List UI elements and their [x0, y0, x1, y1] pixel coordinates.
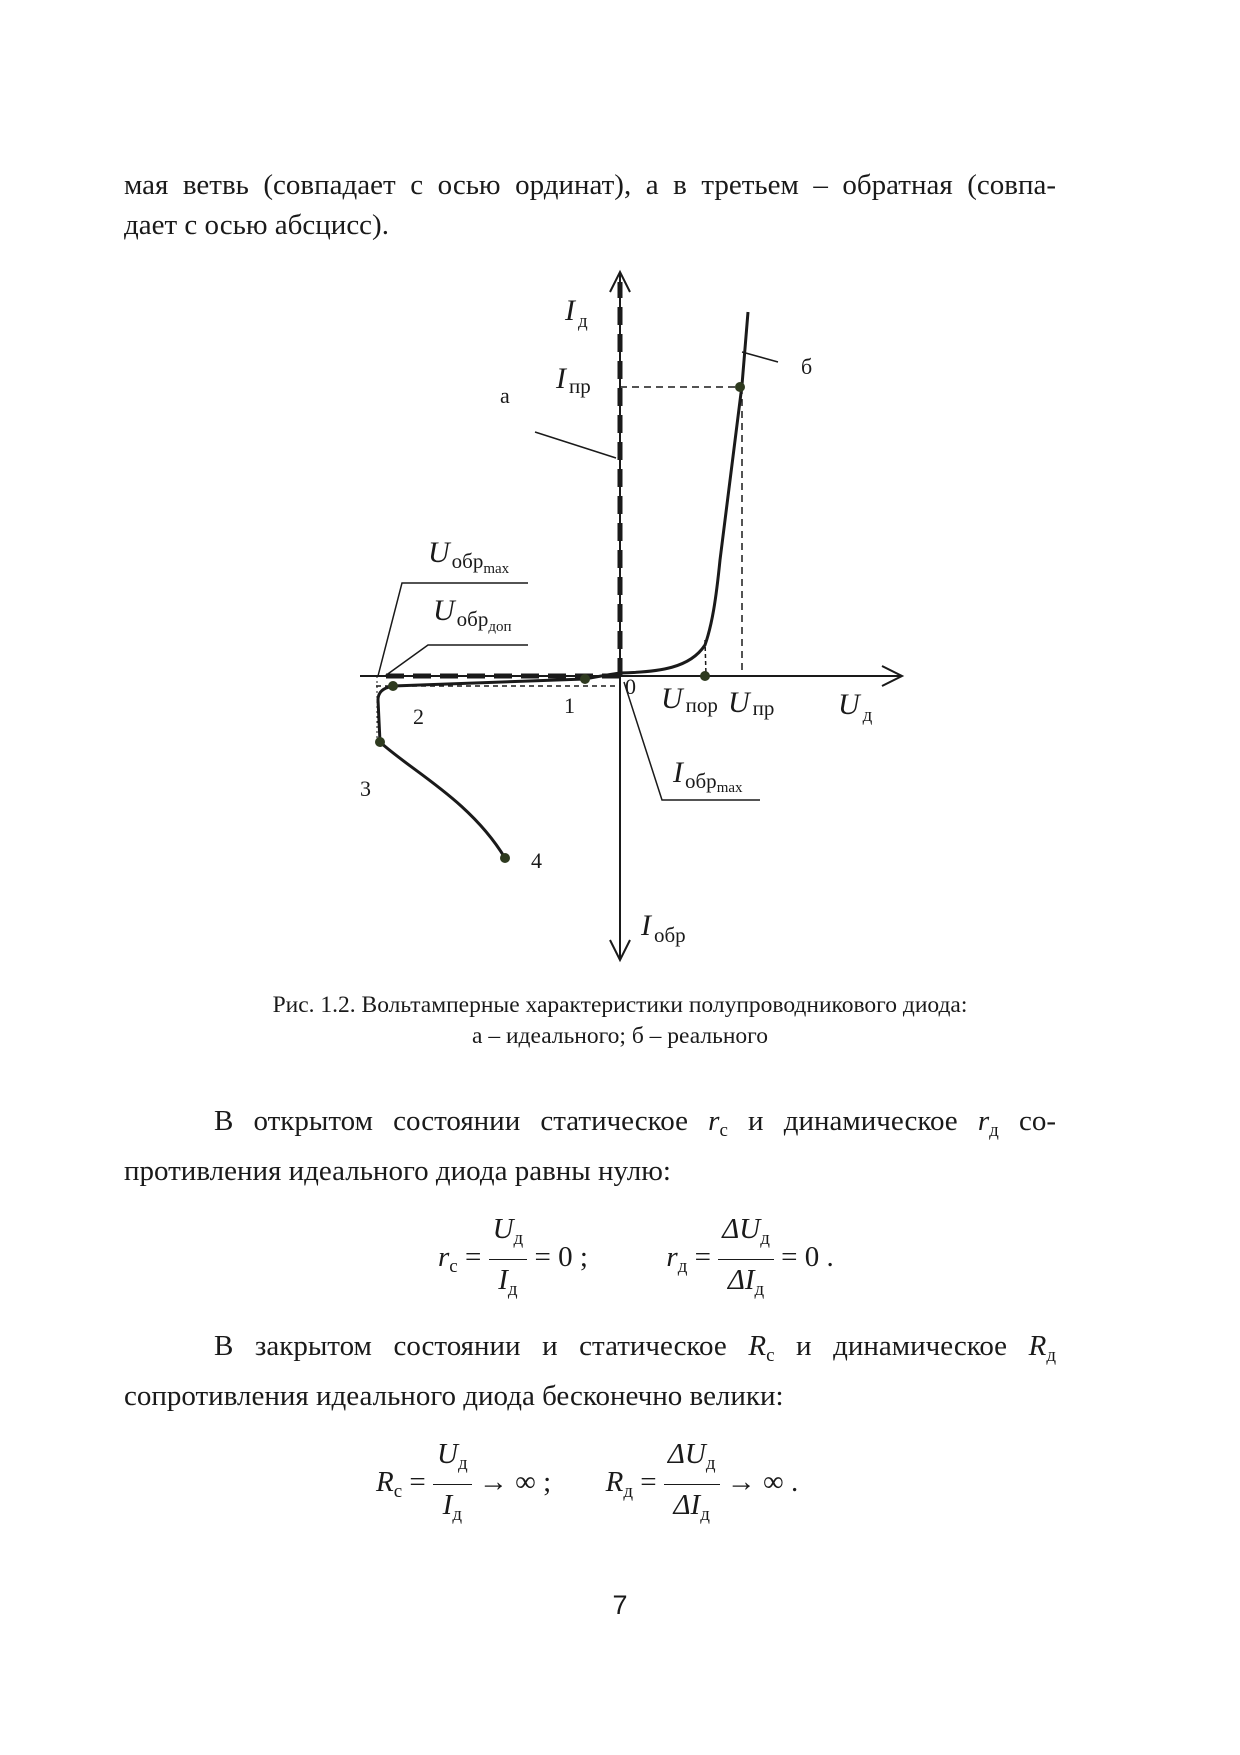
uobr-max-label: $U_{обр}\max$ — [428, 536, 510, 577]
closed-state-paragraph — [124, 1326, 1056, 1416]
fraction-Rc: $\frac{U_д}{I_д}$ — [433, 1436, 472, 1533]
point-3 — [375, 737, 385, 747]
closed-state-line-1: В закрытом состоянии и статическое $R_c$ и динамическое $R_д$ — [214, 1330, 1057, 1366]
iobr-max-label: $I_{обр}\max$ — [673, 756, 743, 796]
iobr-label: I $_{обр}$ — [641, 909, 686, 947]
point-upr — [700, 671, 710, 681]
caption-line-1: Рис. 1.2. Вольтамперные характеристики полупроводникового диода: — [272, 992, 968, 1018]
point-4 — [500, 853, 510, 863]
ipr-label: I пр — [556, 362, 591, 398]
intro-line-2: дает с осью абсцисс). — [124, 209, 389, 241]
page-number: 7 — [612, 1590, 628, 1620]
closed-state-line-2: сопротивления идеального диода бесконечно велики: — [124, 1380, 784, 1412]
curve-b-label: б — [801, 354, 813, 379]
point-ipr — [735, 382, 745, 392]
open-state-line-1: В открытом состоянии статическое $r_c$ и динамическое $r_д$ со- — [214, 1105, 1056, 1141]
uobr-dop-label: $U_{обр}доп$ — [433, 594, 512, 635]
point-1-label: 1 — [564, 693, 575, 718]
leader-uobr-dop — [385, 645, 528, 676]
point-3-label: 3 — [360, 776, 371, 801]
fraction-Rd: $\frac{\Delta U_д}{\Delta I_д}$ — [664, 1436, 720, 1533]
point-4-label: 4 — [531, 848, 542, 873]
leader-a — [535, 432, 616, 458]
caption-line-2: а – идеального; б – реального — [472, 1023, 768, 1049]
real-curve-reverse — [378, 673, 620, 858]
curve-a-label: а — [500, 383, 510, 408]
open-state-paragraph — [124, 1101, 1056, 1191]
intro-line-1: мая ветвь (совпадает с осью ординат), а в третьем – обратная (совпа- — [124, 169, 1056, 201]
point-2-label: 2 — [413, 704, 424, 729]
leader-b — [742, 352, 778, 362]
axis-y-label: I $_д$ — [565, 294, 588, 332]
real-curve-forward — [620, 312, 748, 673]
point-2 — [388, 681, 398, 691]
figure-caption — [124, 990, 1116, 1052]
origin-label: 0 — [625, 674, 636, 699]
upr-label: U пр — [728, 686, 775, 720]
upor-label: U пор — [661, 682, 718, 717]
formula-open-state: $r_c$ = $\frac{U_д}{I_д}$ = 0 ; $r_д$ = $\frac{\Delta U_д}{\Delta I_д}$ = 0 . — [438, 1211, 834, 1308]
axis-x-label: U $_д$ — [838, 688, 873, 726]
open-state-line-2: противления идеального диода равны нулю: — [124, 1155, 671, 1187]
fraction-rd: $\frac{\Delta U_д}{\Delta I_д}$ — [718, 1211, 774, 1308]
fraction-rc: $\frac{U_д}{I_д}$ — [489, 1211, 528, 1308]
point-1 — [580, 674, 590, 684]
formula-closed-state: $R_c$ = $\frac{U_д}{I_д}$ → ∞ ; $R_д$ = $\frac{\Delta U_д}{\Delta I_д}$ → ∞ . — [376, 1436, 798, 1533]
